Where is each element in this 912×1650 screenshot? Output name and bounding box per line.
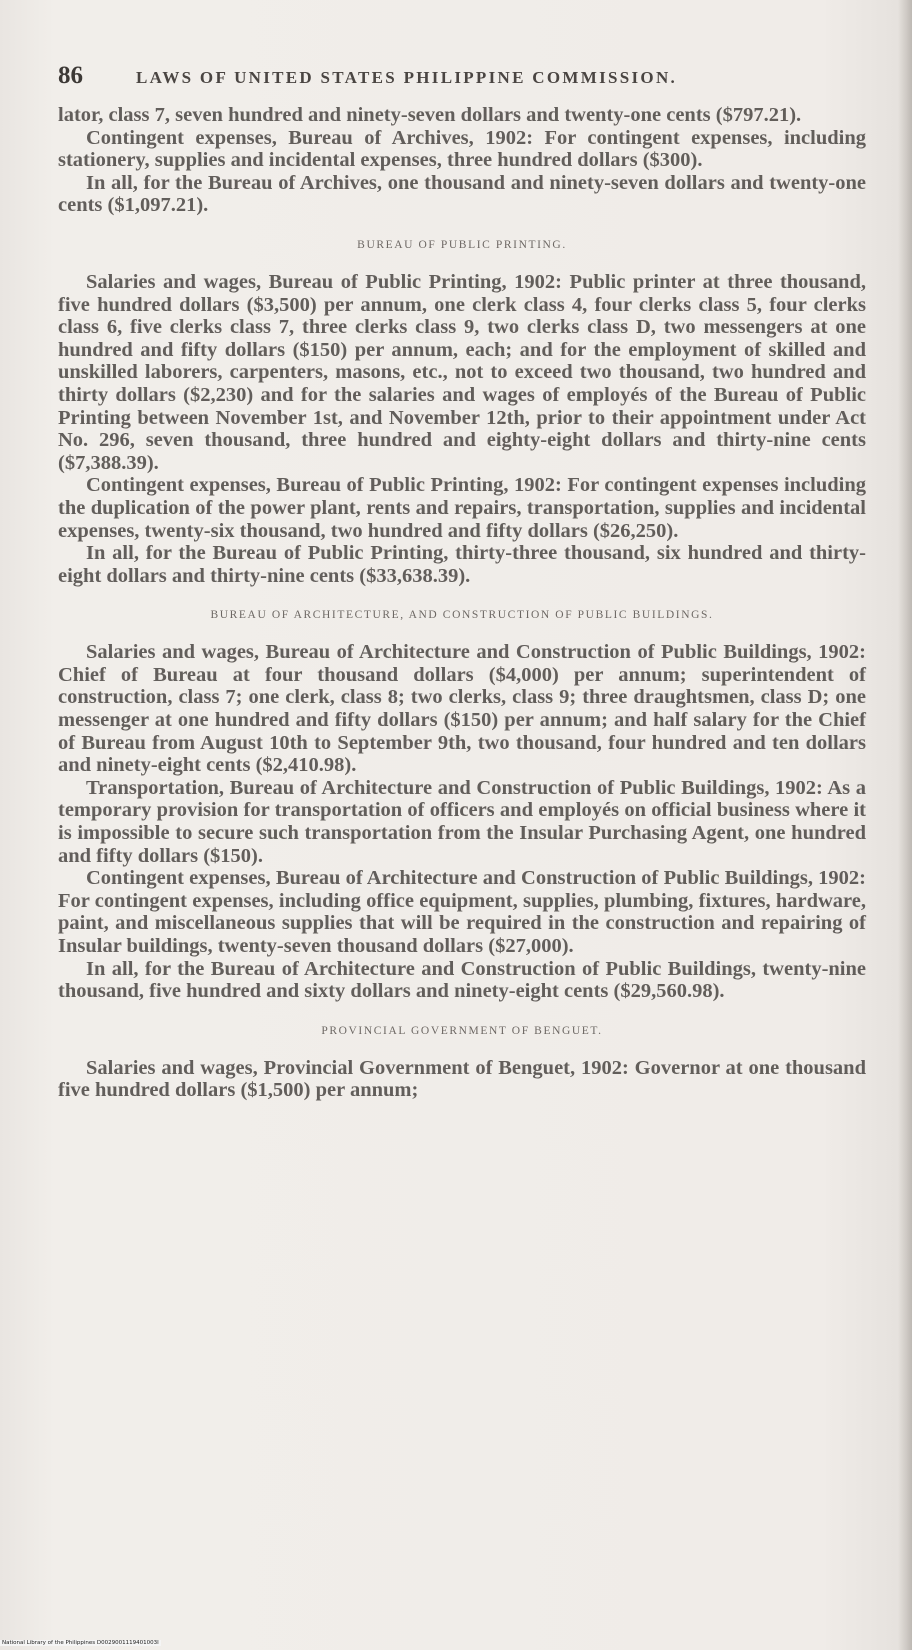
paragraph: In all, for the Bureau of Archives, one thousand and ninety-seven dollars and twenty-one cents ($1,097.21).: [58, 171, 866, 217]
running-head: LAWS OF UNITED STATES PHILIPPINE COMMISSION.: [136, 68, 678, 87]
paragraph: Contingent expenses, Bureau of Public Printing, 1902: For contingent expenses including the duplication of the power plant, rents and repairs, transportation, supplies and incidental expenses, twenty-six thousand, two hundred and fifty dollars ($26,250).: [58, 474, 866, 542]
document-body: [58, 104, 866, 1102]
paragraph: In all, for the Bureau of Public Printing, thirty-three thousand, six hundred and thirty-eight dollars and thirty-nine cents ($33,638.39).: [58, 542, 866, 587]
page-edge-shadow: [898, 0, 912, 1650]
paragraph: Salaries and wages, Bureau of Public Printing, 1902: Public printer at three thousand, five hundred dollars ($3,500) per annum, one clerk class 4, four clerks class 5, four clerks class 6, five clerks class 7, three clerks class 9, two clerks class D, two messengers at one hundred and fifty dollars ($150) per annum, each; and for the employment of skilled and unskilled laborers, carpenters, masons, etc., not to exceed two thousand, two hundred and thirty dollars ($2,230) and for the salaries and wages of employés of the Bureau of Public Printing between November 1st, and November 12th, prior to their appointment under Act No. 296, seven thousand, three hundred and eighty-eight dollars and thirty-nine cents ($7,388.39).: [58, 270, 866, 474]
section-heading: BUREAU OF ARCHITECTURE, AND CONSTRUCTION OF PUBLIC BUILDINGS.: [210, 609, 714, 622]
paragraph: Salaries and wages, Provincial Government of Benguet, 1902: Governor at one thousand five hundred dollars ($1,500) per annum;: [58, 1056, 866, 1102]
paragraph: Transportation, Bureau of Architecture and Construction of Public Buildings, 1902: As a temporary provision for transportation of officers and employés on official business where it is impossible to secure such transportation from the Insular Purchasing Agent, one hundred and fifty dollars ($150).: [58, 776, 866, 867]
paragraph: In all, for the Bureau of Architecture and Construction of Public Buildings, twenty-nine thousand, five hundred and sixty dollars and ninety-eight cents ($29,560.98).: [58, 957, 866, 1003]
page-content: [58, 62, 866, 1102]
paragraph: Salaries and wages, Bureau of Architecture and Construction of Public Buildings, 1902: Chief of Bureau at four thousand dollars ($4,000) per annum; superintendent of construction, class 7; one clerk, class 8; two clerks, class 9; three draughtsmen, class D; one messenger at one hundred and fifty dollars ($150) per annum; and half salary for the Chief of Bureau from August 10th to September 9th, two thousand, four hundred and ten dollars and ninety-eight cents ($2,410.98).: [58, 641, 866, 777]
paragraph: lator, class 7, seven hundred and ninety-seven dollars and twenty-one cents ($797.21).: [58, 104, 802, 126]
section-heading: BUREAU OF PUBLIC PRINTING.: [357, 238, 567, 251]
section-heading: PROVINCIAL GOVERNMENT OF BENGUET.: [321, 1024, 603, 1037]
paragraph: Contingent expenses, Bureau of Architecture and Construction of Public Buildings, 1902: For contingent expenses, including office equipment, supplies, plumbing, fixtures, hardware, paint, and miscellaneous supplies that will be required in the construction and repairing of Insular buildings, twenty-seven thousand dollars ($27,000).: [58, 867, 866, 957]
page-number: 86: [58, 62, 83, 89]
scan-footer: National Library of the Philippines D0029001119401003I: [2, 1640, 159, 1646]
paragraph: Contingent expenses, Bureau of Archives, 1902: For contingent expenses, including stationery, supplies and incidental expenses, three hundred dollars ($300).: [58, 126, 866, 172]
page-header: [58, 62, 866, 90]
